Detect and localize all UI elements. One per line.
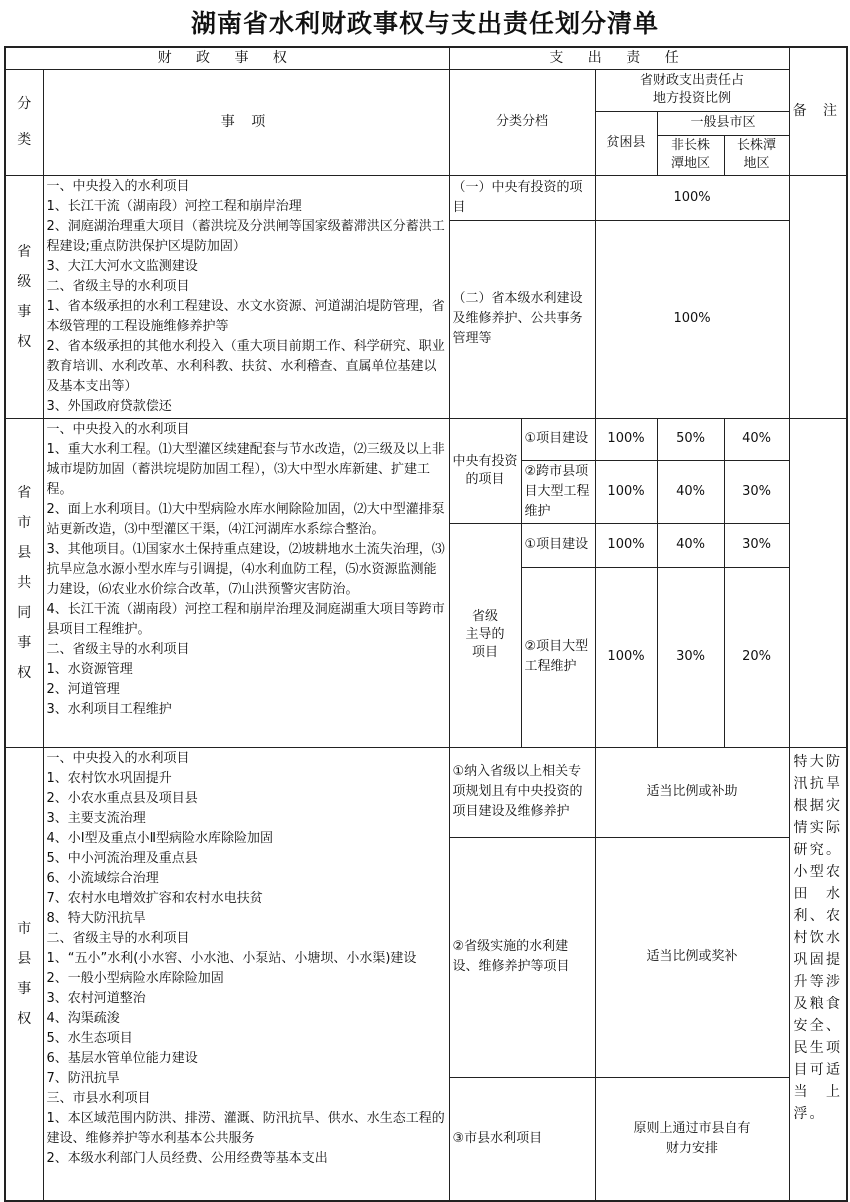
section-2-items: 一、中央投入的水利项目 1、重大水利工程。⑴大型灌区续建配套与节水改造，⑵三级及以上非城市堤防加固（蓄洪垸堤防加固工程），⑶大中型水库新建、扩建工程。 2、面上水利项目。⑴大中型病险水库水闸除险加固，⑵大中型灌排泵站更新改造，⑶中型灌区干渠，⑷江河湖库水系综合整治。 3、其他项目。⑴国家水土保持重点建设，⑵坡耕地水土流失治理，⑶抗旱应急水源小型水库与引调提，⑷水利血防工程，⑸水资源监测能力建设，⑹农业水价综合改革，⑺山洪预警灾害防治。 4、长江干流（湖南段）河控工程和崩岸治理及洞庭湖重大项目等跨市县项目工程维护。 二、省级主导的水利项目 1、水资源管理 2、河道管理 3、水利项目工程维护 — [43, 418, 449, 747]
header-general-county: 一般县市区 — [657, 111, 789, 135]
section-2-group-2-tier-1: ①项目建设 — [521, 523, 595, 567]
header-fiscal-power: 财 政 事 权 — [5, 47, 449, 69]
section-1-remarks — [789, 175, 847, 418]
section-2-group-2-czt-1: 30% — [724, 523, 789, 567]
section-3-tier-1: ①纳入省级以上相关专项规划且有中央投资的项目建设及维修养护 — [449, 747, 595, 837]
header-czt: 长株潭 地区 — [724, 135, 789, 175]
header-non-czt: 非长株 潭地区 — [657, 135, 724, 175]
section-2-group-2-tier-2: ②项目大型工程维护 — [521, 567, 595, 747]
section-3-items: 一、中央投入的水利项目 1、农村饮水巩固提升 2、小农水重点县及项目县 3、主要支流治理 4、小Ⅰ型及重点小Ⅱ型病险水库除险加固 5、中小河流治理及重点县 6、小流域综合治理 7、农村水电增效扩容和农村水电扶贫 8、特大防汛抗旱 二、省级主导的水利项目 1、“五小”水利(小水窖、小水池、小泵站、小塘坝、小水渠)建设 2、一般小型病险水库除险加固 3、农村河道整治 4、沟渠疏浚 5、水生态项目 6、基层水管单位能力建设 7、防汛抗旱 三、市县水利项目 1、本区域范围内防洪、排涝、灌溉、防汛抗旱、供水、水生态工程的建设、维修养护等水利基本公共服务 2、本级水利部门人员经费、公用经费等基本支出 — [43, 747, 449, 1201]
section-2-group-1-poor-1: 100% — [595, 418, 657, 460]
section-2-group-1-non-czt-2: 40% — [657, 460, 724, 523]
section-2-group-2-poor-1: 100% — [595, 523, 657, 567]
section-2-group-1-name: 中央有投资的项目 — [449, 418, 521, 523]
section-3-value-3: 原则上通过市县自有 财力安排 — [595, 1077, 789, 1201]
section-1-tier-2: （二）省本级水利建设及维修养护、公共事务管理等 — [449, 221, 595, 418]
section-2-group-2-non-czt-1: 40% — [657, 523, 724, 567]
header-expenditure: 支 出 责 任 — [449, 47, 789, 69]
section-1-items: 一、中央投入的水利项目 1、长江干流（湖南段）河控工程和崩岸治理 2、洞庭湖治理重大项目（蓄洪垸及分洪闸等国家级蓄滞洪区分蓄洪工程建设;重点防洪保护区堤防加固） 3、大江大河水文监测建设 二、省级主导的水利项目 1、省本级承担的水利工程建设、水文水资源、河道湖泊堤防管理，省本级管理的工程设施维修养护等 2、省本级承担的其他水利投入（重大项目前期工作、科学研究、职业教育培训、水利改革、水利科教、扶贫、水利稽查、直属单位基建以及基本支出等） 3、外国政府贷款偿还 — [43, 175, 449, 418]
section-2-group-2-czt-2: 20% — [724, 567, 789, 747]
section-2-category: 省 市 县 共 同 事 权 — [5, 418, 43, 747]
section-3-value-2: 适当比例或奖补 — [595, 837, 789, 1077]
section-2-group-1-czt-1: 40% — [724, 418, 789, 460]
section-2-group-2-non-czt-2: 30% — [657, 567, 724, 747]
header-province-share: 省财政支出责任占 地方投资比例 — [595, 69, 789, 111]
section-2-group-1-czt-2: 30% — [724, 460, 789, 523]
section-2-group-1-poor-2: 100% — [595, 460, 657, 523]
section-1-value-1: 100% — [595, 175, 789, 221]
section-1-category: 省 级 事 权 — [5, 175, 43, 418]
section-1-tier-1: （一）中央有投资的项目 — [449, 175, 595, 221]
section-3-tier-2: ②省级实施的水利建设、维修养护等项目 — [449, 837, 595, 1077]
header-item: 事 项 — [43, 69, 449, 175]
section-3-category: 市 县 事 权 — [5, 747, 43, 1201]
header-category: 分 类 — [5, 69, 43, 175]
section-1-value-2: 100% — [595, 221, 789, 418]
section-2-group-1-non-czt-1: 50% — [657, 418, 724, 460]
section-3-remarks: 特大防汛抗旱根据灾情实际研究。小型农田水利、农村饮水巩固提升等涉及粮食安全、民生项目可适当上浮。 — [789, 747, 847, 1201]
header-remarks: 备 注 — [789, 47, 847, 175]
document-title: 湖南省水利财政事权与支出责任划分清单 — [190, 9, 659, 38]
section-2-group-1-tier-1: ①项目建设 — [521, 418, 595, 460]
section-2-group-2-name: 省级 主导的 项目 — [449, 523, 521, 747]
header-tier: 分类分档 — [449, 69, 595, 175]
header-poor-county: 贫困县 — [595, 111, 657, 175]
section-2-group-1-tier-2: ②跨市县项目大型工程维护 — [521, 460, 595, 523]
responsibility-table — [4, 46, 848, 1202]
section-3-value-1: 适当比例或补助 — [595, 747, 789, 837]
section-2-remarks — [789, 418, 847, 747]
section-3-tier-3: ③市县水利项目 — [449, 1077, 595, 1201]
section-2-group-2-poor-2: 100% — [595, 567, 657, 747]
